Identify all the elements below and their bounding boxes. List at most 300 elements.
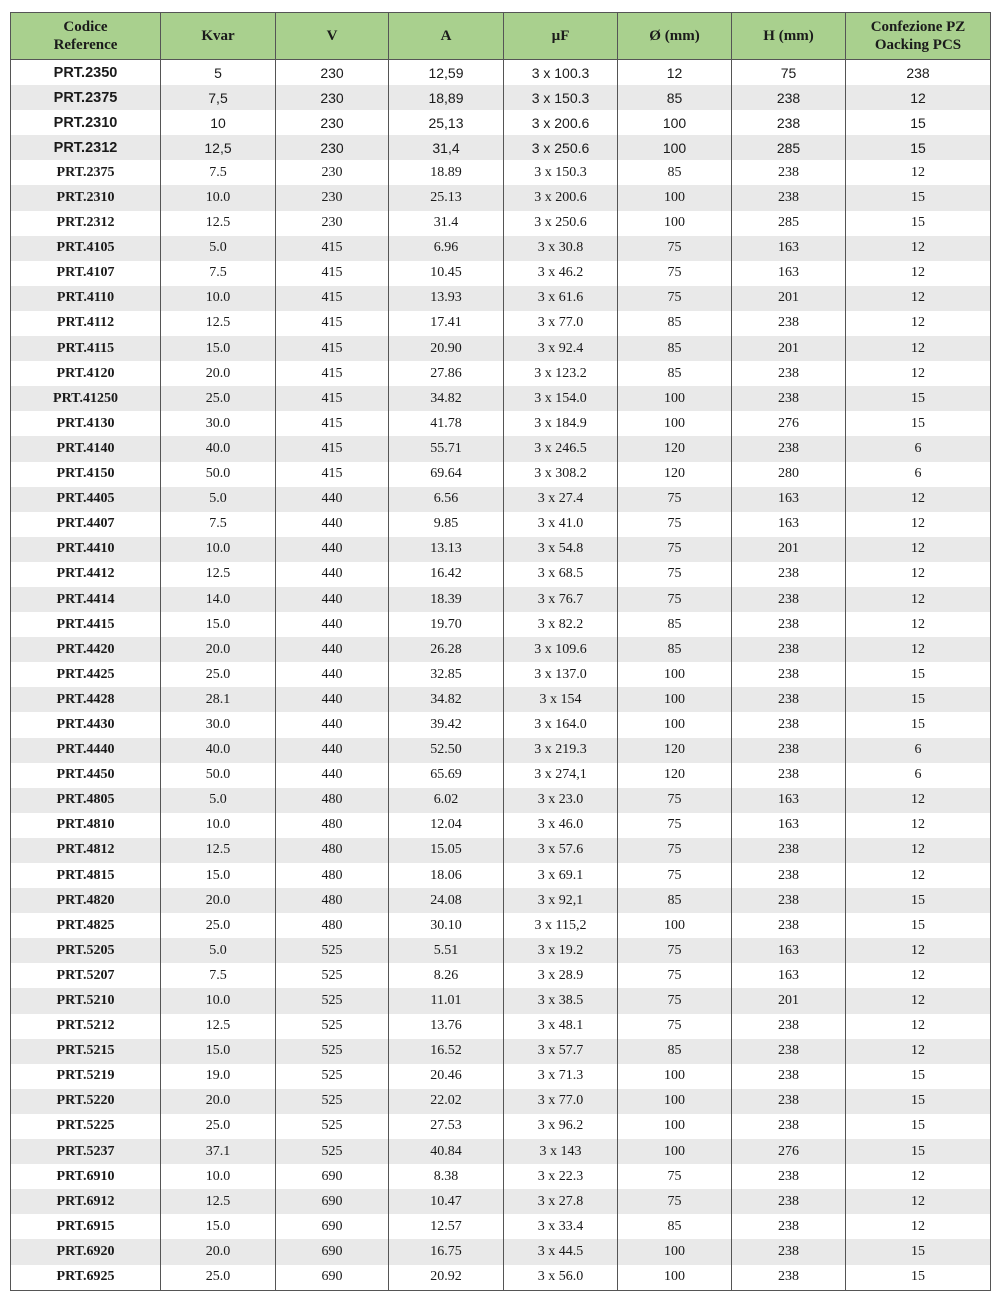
cell-code: PRT.4110: [11, 286, 161, 311]
cell-height: 163: [732, 788, 846, 813]
cell-code: PRT.4410: [11, 537, 161, 562]
cell-code: PRT.6912: [11, 1189, 161, 1214]
cell-voltage: 690: [276, 1265, 389, 1291]
cell-microfarad: 3 x 154.0: [504, 386, 618, 411]
cell-ampere: 12,59: [389, 60, 504, 86]
cell-packing: 15: [846, 135, 991, 160]
cell-microfarad: 3 x 115,2: [504, 913, 618, 938]
cell-diameter: 100: [618, 662, 732, 687]
cell-voltage: 440: [276, 738, 389, 763]
cell-kvar: 10.0: [161, 286, 276, 311]
cell-ampere: 24.08: [389, 888, 504, 913]
cell-microfarad: 3 x 30.8: [504, 236, 618, 261]
cell-height: 238: [732, 637, 846, 662]
table-row: [11, 888, 991, 913]
cell-microfarad: 3 x 100.3: [504, 60, 618, 86]
cell-ampere: 31,4: [389, 135, 504, 160]
table-row: [11, 788, 991, 813]
cell-microfarad: 3 x 200.6: [504, 185, 618, 210]
cell-voltage: 230: [276, 135, 389, 160]
table-row: [11, 938, 991, 963]
cell-height: 163: [732, 963, 846, 988]
cell-voltage: 440: [276, 512, 389, 537]
cell-diameter: 120: [618, 763, 732, 788]
cell-voltage: 415: [276, 261, 389, 286]
cell-diameter: 85: [618, 311, 732, 336]
table-row: [11, 361, 991, 386]
cell-code: PRT.6925: [11, 1265, 161, 1291]
cell-height: 238: [732, 110, 846, 135]
cell-kvar: 10.0: [161, 988, 276, 1013]
table-row: [11, 261, 991, 286]
cell-voltage: 690: [276, 1239, 389, 1264]
cell-microfarad: 3 x 27.8: [504, 1189, 618, 1214]
table-row: [11, 512, 991, 537]
cell-kvar: 12.5: [161, 1189, 276, 1214]
cell-diameter: 120: [618, 462, 732, 487]
cell-code: PRT.4420: [11, 637, 161, 662]
cell-microfarad: 3 x 46.0: [504, 813, 618, 838]
cell-microfarad: 3 x 92,1: [504, 888, 618, 913]
cell-diameter: 100: [618, 687, 732, 712]
cell-kvar: 10.0: [161, 813, 276, 838]
cell-packing: 15: [846, 1114, 991, 1139]
cell-kvar: 12,5: [161, 135, 276, 160]
cell-ampere: 11.01: [389, 988, 504, 1013]
cell-diameter: 100: [618, 411, 732, 436]
cell-diameter: 75: [618, 938, 732, 963]
cell-ampere: 6.96: [389, 236, 504, 261]
cell-packing: 12: [846, 1214, 991, 1239]
cell-kvar: 7.5: [161, 160, 276, 185]
cell-kvar: 20.0: [161, 1089, 276, 1114]
cell-ampere: 27.53: [389, 1114, 504, 1139]
cell-microfarad: 3 x 164.0: [504, 712, 618, 737]
cell-packing: 15: [846, 386, 991, 411]
cell-packing: 12: [846, 336, 991, 361]
cell-packing: 15: [846, 1139, 991, 1164]
cell-diameter: 75: [618, 863, 732, 888]
cell-microfarad: 3 x 150.3: [504, 85, 618, 110]
cell-microfarad: 3 x 61.6: [504, 286, 618, 311]
cell-diameter: 85: [618, 637, 732, 662]
header-codice-reference: [11, 13, 161, 60]
cell-ampere: 40.84: [389, 1139, 504, 1164]
cell-diameter: 75: [618, 487, 732, 512]
cell-packing: 12: [846, 512, 991, 537]
cell-packing: 12: [846, 1189, 991, 1214]
cell-height: 238: [732, 1189, 846, 1214]
header-row: [11, 13, 991, 60]
cell-height: 238: [732, 1039, 846, 1064]
cell-code: PRT.5205: [11, 938, 161, 963]
cell-code: PRT.4120: [11, 361, 161, 386]
cell-voltage: 690: [276, 1214, 389, 1239]
cell-height: 238: [732, 185, 846, 210]
cell-packing: 12: [846, 1039, 991, 1064]
cell-ampere: 8.26: [389, 963, 504, 988]
cell-diameter: 100: [618, 1139, 732, 1164]
header-line: Codice: [63, 19, 108, 35]
header-height: H (mm): [732, 13, 846, 60]
cell-kvar: 12.5: [161, 311, 276, 336]
cell-kvar: 5.0: [161, 788, 276, 813]
cell-microfarad: 3 x 41.0: [504, 512, 618, 537]
cell-diameter: 120: [618, 738, 732, 763]
cell-ampere: 19.70: [389, 612, 504, 637]
table-row: [11, 838, 991, 863]
cell-height: 201: [732, 988, 846, 1013]
cell-ampere: 20.46: [389, 1064, 504, 1089]
table-row: [11, 763, 991, 788]
cell-code: PRT.5207: [11, 963, 161, 988]
cell-packing: 15: [846, 662, 991, 687]
cell-code: PRT.5237: [11, 1139, 161, 1164]
cell-voltage: 440: [276, 537, 389, 562]
cell-packing: 15: [846, 687, 991, 712]
cell-height: 238: [732, 1114, 846, 1139]
cell-code: PRT.5225: [11, 1114, 161, 1139]
cell-packing: 12: [846, 863, 991, 888]
cell-kvar: 10.0: [161, 1164, 276, 1189]
cell-packing: 12: [846, 85, 991, 110]
cell-code: PRT.5215: [11, 1039, 161, 1064]
cell-height: 238: [732, 863, 846, 888]
table-row: [11, 662, 991, 687]
cell-height: 163: [732, 938, 846, 963]
table-row: [11, 85, 991, 110]
cell-height: 238: [732, 1064, 846, 1089]
cell-diameter: 85: [618, 361, 732, 386]
cell-diameter: 85: [618, 612, 732, 637]
cell-kvar: 5.0: [161, 487, 276, 512]
cell-packing: 15: [846, 913, 991, 938]
table-row: [11, 311, 991, 336]
cell-packing: 12: [846, 311, 991, 336]
cell-voltage: 415: [276, 436, 389, 461]
header-packing: [846, 13, 991, 60]
cell-voltage: 230: [276, 110, 389, 135]
cell-packing: 6: [846, 763, 991, 788]
table-row: [11, 913, 991, 938]
cell-microfarad: 3 x 184.9: [504, 411, 618, 436]
cell-code: PRT.6915: [11, 1214, 161, 1239]
cell-microfarad: 3 x 68.5: [504, 562, 618, 587]
cell-voltage: 690: [276, 1189, 389, 1214]
cell-diameter: 100: [618, 712, 732, 737]
cell-packing: 15: [846, 110, 991, 135]
cell-height: 276: [732, 411, 846, 436]
cell-microfarad: 3 x 71.3: [504, 1064, 618, 1089]
cell-code: PRT.4820: [11, 888, 161, 913]
cell-ampere: 27.86: [389, 361, 504, 386]
cell-height: 238: [732, 160, 846, 185]
cell-microfarad: 3 x 92.4: [504, 336, 618, 361]
cell-diameter: 100: [618, 913, 732, 938]
header-line: Reference: [53, 37, 118, 53]
cell-kvar: 15.0: [161, 612, 276, 637]
cell-ampere: 18.06: [389, 863, 504, 888]
cell-packing: 15: [846, 211, 991, 236]
cell-diameter: 100: [618, 110, 732, 135]
table-row: [11, 612, 991, 637]
cell-height: 276: [732, 1139, 846, 1164]
cell-ampere: 12.57: [389, 1214, 504, 1239]
cell-ampere: 41.78: [389, 411, 504, 436]
cell-microfarad: 3 x 69.1: [504, 863, 618, 888]
cell-kvar: 14.0: [161, 587, 276, 612]
cell-diameter: 75: [618, 1014, 732, 1039]
cell-microfarad: 3 x 154: [504, 687, 618, 712]
table-row: [11, 1139, 991, 1164]
cell-voltage: 415: [276, 311, 389, 336]
cell-microfarad: 3 x 57.7: [504, 1039, 618, 1064]
cell-kvar: 10: [161, 110, 276, 135]
table-row: [11, 436, 991, 461]
cell-height: 238: [732, 913, 846, 938]
cell-ampere: 13.13: [389, 537, 504, 562]
cell-kvar: 25.0: [161, 913, 276, 938]
cell-voltage: 525: [276, 1014, 389, 1039]
cell-microfarad: 3 x 150.3: [504, 160, 618, 185]
cell-packing: 12: [846, 562, 991, 587]
cell-diameter: 75: [618, 788, 732, 813]
cell-code: PRT.5220: [11, 1089, 161, 1114]
cell-microfarad: 3 x 23.0: [504, 788, 618, 813]
cell-voltage: 415: [276, 286, 389, 311]
cell-height: 238: [732, 1265, 846, 1291]
cell-code: PRT.41250: [11, 386, 161, 411]
cell-height: 238: [732, 662, 846, 687]
cell-height: 238: [732, 763, 846, 788]
cell-diameter: 75: [618, 1189, 732, 1214]
cell-height: 238: [732, 1164, 846, 1189]
cell-height: 238: [732, 1214, 846, 1239]
cell-packing: 12: [846, 988, 991, 1013]
cell-diameter: 75: [618, 512, 732, 537]
cell-microfarad: 3 x 200.6: [504, 110, 618, 135]
cell-height: 285: [732, 211, 846, 236]
cell-kvar: 40.0: [161, 738, 276, 763]
cell-packing: 12: [846, 537, 991, 562]
cell-diameter: 100: [618, 185, 732, 210]
cell-diameter: 100: [618, 1064, 732, 1089]
table-row: [11, 386, 991, 411]
cell-height: 163: [732, 261, 846, 286]
cell-packing: 6: [846, 462, 991, 487]
cell-voltage: 525: [276, 1039, 389, 1064]
cell-microfarad: 3 x 274,1: [504, 763, 618, 788]
cell-kvar: 30.0: [161, 712, 276, 737]
cell-voltage: 525: [276, 988, 389, 1013]
cell-packing: 6: [846, 738, 991, 763]
cell-code: PRT.4405: [11, 487, 161, 512]
cell-diameter: 85: [618, 1214, 732, 1239]
table-row: [11, 1114, 991, 1139]
table-row: [11, 587, 991, 612]
cell-packing: 15: [846, 712, 991, 737]
cell-voltage: 230: [276, 60, 389, 86]
header-voltage: V: [276, 13, 389, 60]
cell-ampere: 12.04: [389, 813, 504, 838]
cell-kvar: 10.0: [161, 185, 276, 210]
cell-ampere: 34.82: [389, 386, 504, 411]
cell-microfarad: 3 x 19.2: [504, 938, 618, 963]
cell-microfarad: 3 x 109.6: [504, 637, 618, 662]
cell-diameter: 75: [618, 988, 732, 1013]
table-row: [11, 1265, 991, 1291]
cell-packing: 12: [846, 813, 991, 838]
table-row: [11, 110, 991, 135]
cell-kvar: 25.0: [161, 386, 276, 411]
cell-kvar: 7.5: [161, 963, 276, 988]
cell-code: PRT.4107: [11, 261, 161, 286]
cell-diameter: 100: [618, 1265, 732, 1291]
cell-voltage: 415: [276, 462, 389, 487]
cell-packing: 12: [846, 838, 991, 863]
cell-microfarad: 3 x 219.3: [504, 738, 618, 763]
table-row: [11, 487, 991, 512]
cell-packing: 12: [846, 361, 991, 386]
cell-code: PRT.4412: [11, 562, 161, 587]
cell-voltage: 415: [276, 336, 389, 361]
capacitor-spec-table: [10, 12, 991, 1291]
cell-voltage: 480: [276, 913, 389, 938]
cell-packing: 12: [846, 160, 991, 185]
cell-voltage: 525: [276, 1064, 389, 1089]
cell-packing: 15: [846, 1064, 991, 1089]
cell-voltage: 415: [276, 236, 389, 261]
cell-kvar: 7.5: [161, 261, 276, 286]
cell-voltage: 230: [276, 211, 389, 236]
cell-packing: 12: [846, 1164, 991, 1189]
cell-voltage: 690: [276, 1164, 389, 1189]
cell-voltage: 415: [276, 361, 389, 386]
cell-voltage: 525: [276, 1114, 389, 1139]
cell-kvar: 28.1: [161, 687, 276, 712]
cell-kvar: 19.0: [161, 1064, 276, 1089]
cell-code: PRT.2310: [11, 110, 161, 135]
cell-code: PRT.5212: [11, 1014, 161, 1039]
cell-diameter: 75: [618, 537, 732, 562]
cell-ampere: 16.75: [389, 1239, 504, 1264]
cell-microfarad: 3 x 308.2: [504, 462, 618, 487]
cell-diameter: 75: [618, 236, 732, 261]
table-row: [11, 738, 991, 763]
table-row: [11, 336, 991, 361]
table-row: [11, 1064, 991, 1089]
cell-kvar: 12.5: [161, 562, 276, 587]
cell-kvar: 50.0: [161, 763, 276, 788]
cell-height: 238: [732, 1014, 846, 1039]
cell-height: 238: [732, 888, 846, 913]
cell-voltage: 480: [276, 788, 389, 813]
cell-ampere: 6.56: [389, 487, 504, 512]
cell-diameter: 120: [618, 436, 732, 461]
cell-ampere: 18,89: [389, 85, 504, 110]
cell-kvar: 20.0: [161, 888, 276, 913]
cell-microfarad: 3 x 54.8: [504, 537, 618, 562]
cell-packing: 12: [846, 286, 991, 311]
cell-diameter: 100: [618, 135, 732, 160]
cell-microfarad: 3 x 57.6: [504, 838, 618, 863]
cell-voltage: 480: [276, 813, 389, 838]
cell-packing: 12: [846, 637, 991, 662]
cell-microfarad: 3 x 123.2: [504, 361, 618, 386]
cell-ampere: 13.76: [389, 1014, 504, 1039]
cell-height: 238: [732, 361, 846, 386]
cell-height: 163: [732, 813, 846, 838]
cell-ampere: 39.42: [389, 712, 504, 737]
cell-code: PRT.4450: [11, 763, 161, 788]
cell-voltage: 440: [276, 637, 389, 662]
cell-voltage: 230: [276, 185, 389, 210]
cell-kvar: 15.0: [161, 1214, 276, 1239]
table-row: [11, 462, 991, 487]
cell-kvar: 15.0: [161, 336, 276, 361]
cell-voltage: 440: [276, 763, 389, 788]
cell-code: PRT.4825: [11, 913, 161, 938]
cell-kvar: 5: [161, 60, 276, 86]
header-line: Oacking PCS: [874, 37, 962, 53]
cell-ampere: 69.64: [389, 462, 504, 487]
cell-diameter: 100: [618, 1239, 732, 1264]
cell-diameter: 100: [618, 1089, 732, 1114]
cell-code: PRT.4140: [11, 436, 161, 461]
table-row: [11, 813, 991, 838]
cell-kvar: 10.0: [161, 537, 276, 562]
cell-height: 238: [732, 838, 846, 863]
cell-ampere: 20.92: [389, 1265, 504, 1291]
cell-height: 238: [732, 612, 846, 637]
cell-packing: 15: [846, 1239, 991, 1264]
cell-diameter: 75: [618, 1164, 732, 1189]
cell-ampere: 9.85: [389, 512, 504, 537]
cell-packing: 6: [846, 436, 991, 461]
cell-packing: 15: [846, 411, 991, 436]
cell-kvar: 7,5: [161, 85, 276, 110]
table-row: [11, 988, 991, 1013]
cell-packing: 12: [846, 261, 991, 286]
cell-ampere: 10.47: [389, 1189, 504, 1214]
cell-ampere: 13.93: [389, 286, 504, 311]
cell-packing: 12: [846, 788, 991, 813]
cell-code: PRT.4407: [11, 512, 161, 537]
table-body: [11, 60, 991, 1291]
cell-code: PRT.4150: [11, 462, 161, 487]
cell-ampere: 30.10: [389, 913, 504, 938]
cell-voltage: 440: [276, 712, 389, 737]
cell-microfarad: 3 x 250.6: [504, 135, 618, 160]
cell-ampere: 26.28: [389, 637, 504, 662]
cell-microfarad: 3 x 77.0: [504, 1089, 618, 1114]
cell-code: PRT.4425: [11, 662, 161, 687]
cell-ampere: 20.90: [389, 336, 504, 361]
cell-ampere: 18.39: [389, 587, 504, 612]
cell-kvar: 20.0: [161, 637, 276, 662]
table-row: [11, 1189, 991, 1214]
cell-diameter: 85: [618, 336, 732, 361]
cell-diameter: 75: [618, 587, 732, 612]
cell-kvar: 5.0: [161, 236, 276, 261]
header-line: Confezione PZ: [870, 19, 966, 35]
cell-packing: 238: [846, 60, 991, 86]
cell-kvar: 50.0: [161, 462, 276, 487]
cell-kvar: 30.0: [161, 411, 276, 436]
header-ampere: A: [389, 13, 504, 60]
cell-kvar: 20.0: [161, 1239, 276, 1264]
cell-ampere: 16.42: [389, 562, 504, 587]
